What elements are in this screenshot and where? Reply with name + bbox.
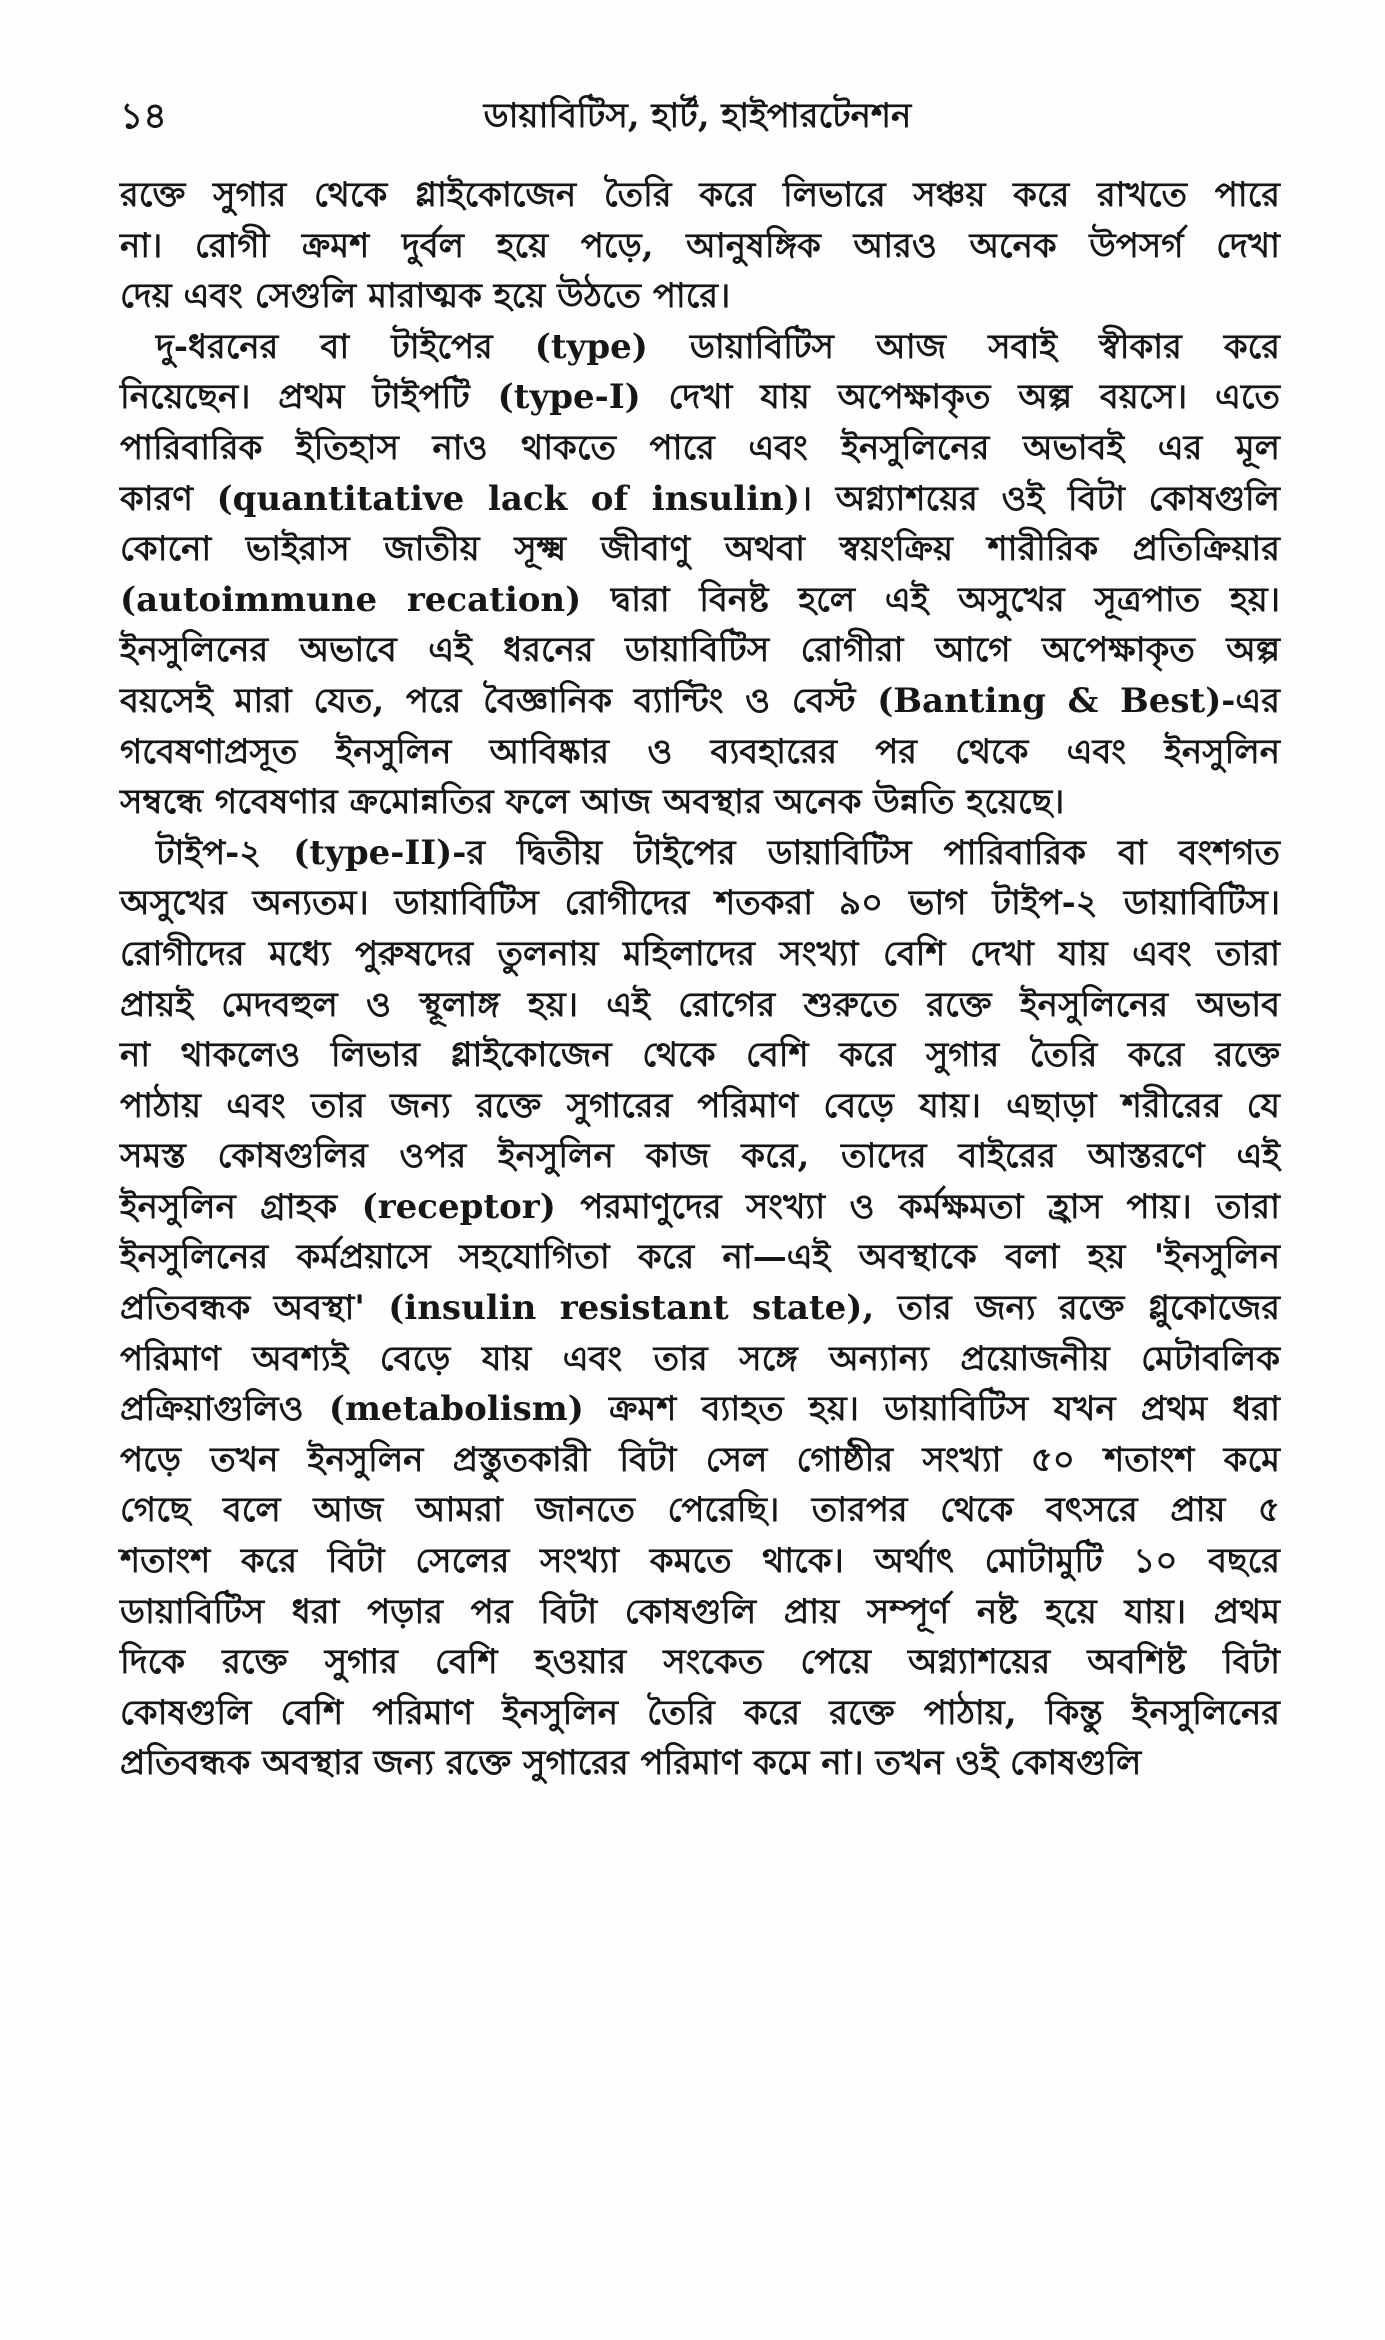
text-line: ডায়াবিটিস ধরা পড়ার পর বিটা কোষগুলি প্রায় সম্পূর্ণ নষ্ট হয়ে যায়। প্রথম xyxy=(120,1591,1280,1632)
paragraph xyxy=(120,170,1280,322)
text-line: দেয় এবং সেগুলি মারাত্মক হয়ে উঠতে পারে। xyxy=(120,276,731,317)
text-line: টাইপ-২ (type-II)-র দ্বিতীয় টাইপের ডায়াবিটিস পারিবারিক বা বংশগত xyxy=(156,832,1280,873)
text-line: প্রায়ই মেদবহুল ও স্থূলাঙ্গ হয়। এই রোগের শুরুতে রক্তে ইনসুলিনের অভাব xyxy=(120,984,1280,1025)
text-line: পড়ে তখন ইনসুলিন প্রস্তুতকারী বিটা সেল গোষ্ঠীর সংখ্যা ৫০ শতাংশ কমে xyxy=(120,1439,1280,1480)
text-line: গেছে বলে আজ আমরা জানতে পেরেছি। তারপর থেকে বৎসরে প্রায় ৫ xyxy=(120,1490,1280,1531)
text-line: কোষগুলি বেশি পরিমাণ ইনসুলিন তৈরি করে রক্তে পাঠায়, কিন্তু ইনসুলিনের xyxy=(120,1692,1280,1733)
text-line: কারণ (quantitative lack of insulin)। অগ্ন্যাশয়ের ওই বিটা কোষগুলি xyxy=(120,478,1280,519)
text-line: রোগীদের মধ্যে পুরুষদের তুলনায় মহিলাদের সংখ্যা বেশি দেখা যায় এবং তারা xyxy=(120,933,1280,974)
text-line: অসুখের অন্যতম। ডায়াবিটিস রোগীদের শতকরা ৯০ ভাগ টাইপ-২ ডায়াবিটিস। xyxy=(120,883,1280,924)
text-line: সমস্ত কোষগুলির ওপর ইনসুলিন কাজ করে, তাদের বাইরের আস্তরণে এই xyxy=(120,1136,1280,1177)
text-line: রক্তে সুগার থেকে গ্লাইকোজেন তৈরি করে লিভারে সঞ্চয় করে রাখতে পারে xyxy=(120,175,1280,215)
text-line: না। রোগী ক্রমশ দুর্বল হয়ে পড়ে, আনুষঙ্গিক আরও অনেক উপসর্গ দেখা xyxy=(120,225,1280,266)
text-line: দিকে রক্তে সুগার বেশি হওয়ার সংকেত পেয়ে অগ্ন্যাশয়ের অবশিষ্ট বিটা xyxy=(120,1642,1280,1683)
text-line: শতাংশ করে বিটা সেলের সংখ্যা কমতে থাকে। অর্থাৎ মোটামুটি ১০ বছরে xyxy=(120,1541,1280,1582)
text-line: ইনসুলিন গ্রাহক (receptor) পরমাণুদের সংখ্যা ও কর্মক্ষমতা হ্রাস পায়। তারা xyxy=(120,1186,1280,1227)
page-number: ১৪ xyxy=(120,95,167,137)
text-line: (autoimmune recation) দ্বারা বিনষ্ট হলে এই অসুখের সূত্রপাত হয়। xyxy=(120,579,1280,620)
text-line: নিয়েছেন। প্রথম টাইপটি (type-I) দেখা যায় অপেক্ষাকৃত অল্প বয়সে। এতে xyxy=(120,377,1280,418)
text-line: গবেষণাপ্রসূত ইনসুলিন আবিষ্কার ও ব্যবহারের পর থেকে এবং ইনসুলিন xyxy=(120,731,1280,772)
text-line: প্রতিবন্ধক অবস্থার জন্য রক্তে সুগারের পরিমাণ কমে না। তখন ওই কোষগুলি xyxy=(120,1743,1142,1784)
paragraph xyxy=(120,828,1280,1789)
running-header xyxy=(110,88,1285,148)
text-line: না থাকলেও লিভার গ্লাইকোজেন থেকে বেশি করে সুগার তৈরি করে রক্তে xyxy=(120,1035,1280,1076)
text-line: দু-ধরনের বা টাইপের (type) ডায়াবিটিস আজ সবাই স্বীকার করে xyxy=(156,326,1280,367)
book-title: ডায়াবিটিস, হার্ট, হাইপারটেনশন xyxy=(483,96,912,136)
text-line: পারিবারিক ইতিহাস নাও থাকতে পারে এবং ইনসুলিনের অভাবই এর মূল xyxy=(120,427,1280,468)
text-line: সম্বন্ধে গবেষণার ক্রমোন্নতির ফলে আজ অবস্থার অনেক উন্নতি হয়েছে। xyxy=(120,782,1065,823)
text-line: কোনো ভাইরাস জাতীয় সূক্ষ্ম জীবাণু অথবা স্বয়ংক্রিয় শারীরিক প্রতিক্রিয়ার xyxy=(120,529,1280,570)
text-line: পাঠায় এবং তার জন্য রক্তে সুগারের পরিমাণ বেড়ে যায়। এছাড়া শরীরের যে xyxy=(120,1085,1280,1126)
paragraph xyxy=(120,322,1280,828)
text-line: পরিমাণ অবশ্যই বেড়ে যায় এবং তার সঙ্গে অন্যান্য প্রয়োজনীয় মেটাবলিক xyxy=(120,1338,1280,1379)
text-line: প্রতিবন্ধক অবস্থা' (insulin resistant state), তার জন্য রক্তে গ্লুকোজের xyxy=(120,1288,1280,1329)
body-text xyxy=(120,170,1280,1789)
text-line: ইনসুলিনের অভাবে এই ধরনের ডায়াবিটিস রোগীরা আগে অপেক্ষাকৃত অল্প xyxy=(120,630,1280,671)
text-line: প্রক্রিয়াগুলিও (metabolism) ক্রমশ ব্যাহত হয়। ডায়াবিটিস যখন প্রথম ধরা xyxy=(120,1389,1280,1430)
text-line: বয়সেই মারা যেত, পরে বৈজ্ঞানিক ব্যান্টিং ও বেস্ট (Banting & Best)-এর xyxy=(120,680,1280,721)
text-line: ইনসুলিনের কর্মপ্রয়াসে সহযোগিতা করে না—এই অবস্থাকে বলা হয় 'ইনসুলিন xyxy=(120,1237,1280,1278)
